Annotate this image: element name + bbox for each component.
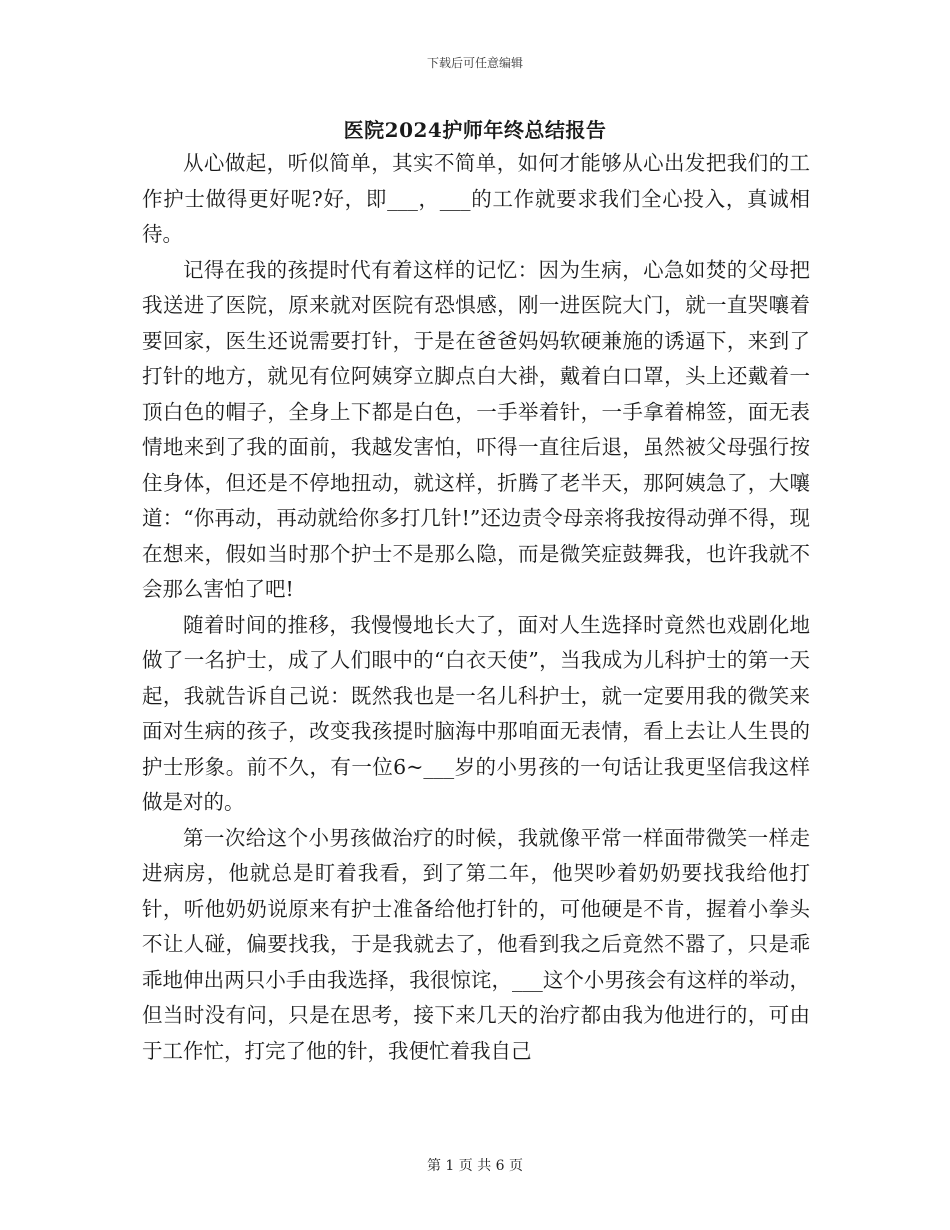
paragraph: 随着时间的推移，我慢慢地长大了，面对人生选择时竟然也戏剧化地做了一名护士，成了人们眼中的“白衣天使”，当我成为儿科护士的第一天起，我就告诉自己说：既然我也是一名儿科护士，就一定要用我的微笑来面对生病的孩子，改变我孩提时脑海中那咱面无表情，看上去让人生畏的护士形象。前不久，有一位6~___岁的小男孩的一句话让我更坚信我这样做是对的。: [142, 612, 810, 814]
paragraph: 记得在我的孩提时代有着这样的记忆：因为生病，心急如焚的父母把我送进了医院，原来就对医院有恐惧感，刚一进医院大门，就一直哭嚷着要回家，医生还说需要打针，于是在爸爸妈妈软硬兼施的诱逼下，来到了打针的地方，就见有位阿姨穿立脚点白大褂，戴着白口罩，头上还戴着一顶白色的帽子，全身上下都是白色，一手举着针，一手拿着棉签，面无表情地来到了我的面前，我越发害怕，吓得一直往后退，虽然被父母强行按住身体，但还是不停地扭动，就这样，折腾了老半天，那阿姨急了，大嚷道：“你再动，再动就给你多打几针!”还边责令母亲将我按得动弹不得，现在想来，假如当时那个护士不是那么隐，而是微笑症鼓舞我，也许我就不会那么害怕了吧!: [142, 257, 810, 601]
header-note: 下载后可任意编辑: [426, 56, 523, 70]
paragraph: 从心做起，听似简单，其实不简单，如何才能够从心出发把我们的工作护士做得更好呢?好，即___，___的工作就要求我们全心投入，真诚相待。: [142, 151, 810, 246]
document-body: [142, 146, 810, 1069]
page-footer: 第 1 页 共 6 页: [426, 1158, 524, 1174]
document-title: 医院2024护师年终总结报告: [343, 118, 607, 142]
paragraph: 第一次给这个小男孩做治疗的时候，我就像平常一样面带微笑一样走进病房，他就总是盯着我看，到了第二年，他哭吵着奶奶要找我给他打针，听他奶奶说原来有护士准备给他打针的，可他硬是不肯，握着小拳头不让人碰，偏要找我，于是我就去了，他看到我之后竟然不嚣了，只是乖乖地伸出两只小手由我选择，我很惊诧，___这个小男孩会有这样的举动，但当时没有问，只是在思考，接下来几天的治疗都由我为他进行的，可由于工作忙，打完了他的针，我便忙着我自己: [142, 825, 810, 1063]
